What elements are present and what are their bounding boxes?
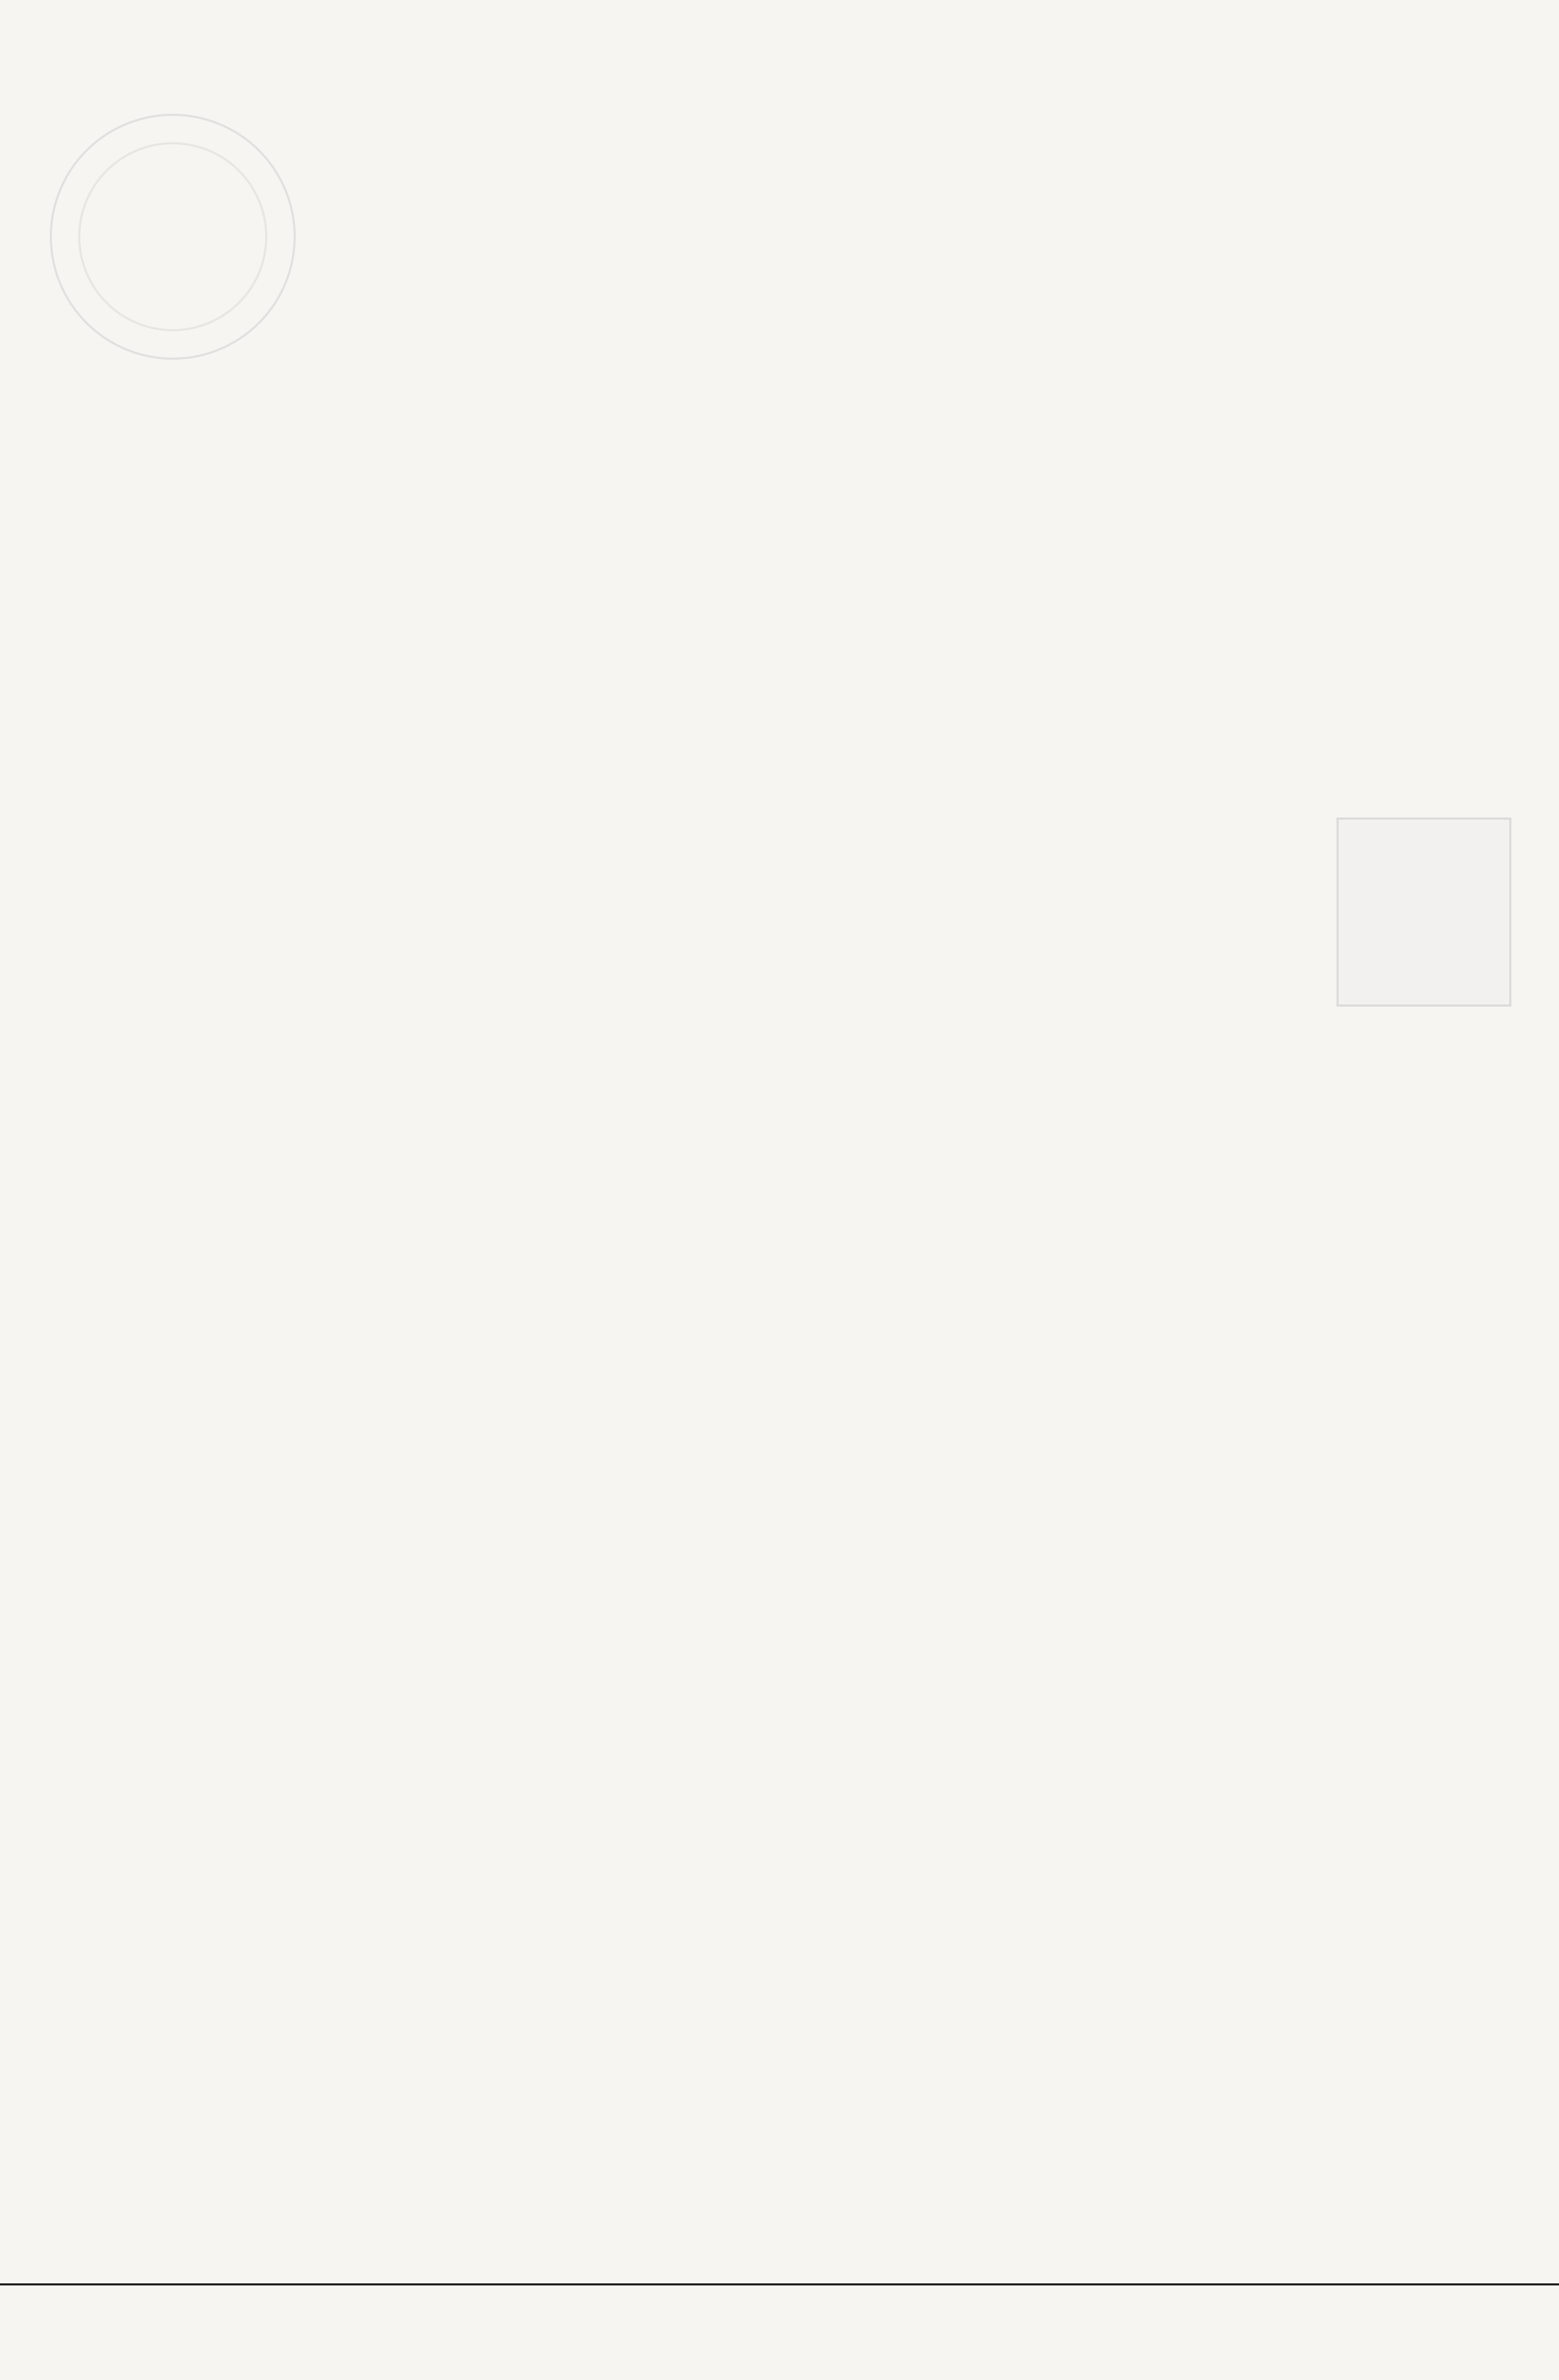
faded-stamp-inner — [78, 142, 267, 331]
table-of-contents — [156, 68, 1358, 132]
handwritten-annotations — [0, 0, 1559, 78]
bleed-through-box — [1336, 818, 1511, 1007]
footer-rule — [0, 2283, 1559, 2285]
page-footer — [0, 2283, 1559, 2333]
